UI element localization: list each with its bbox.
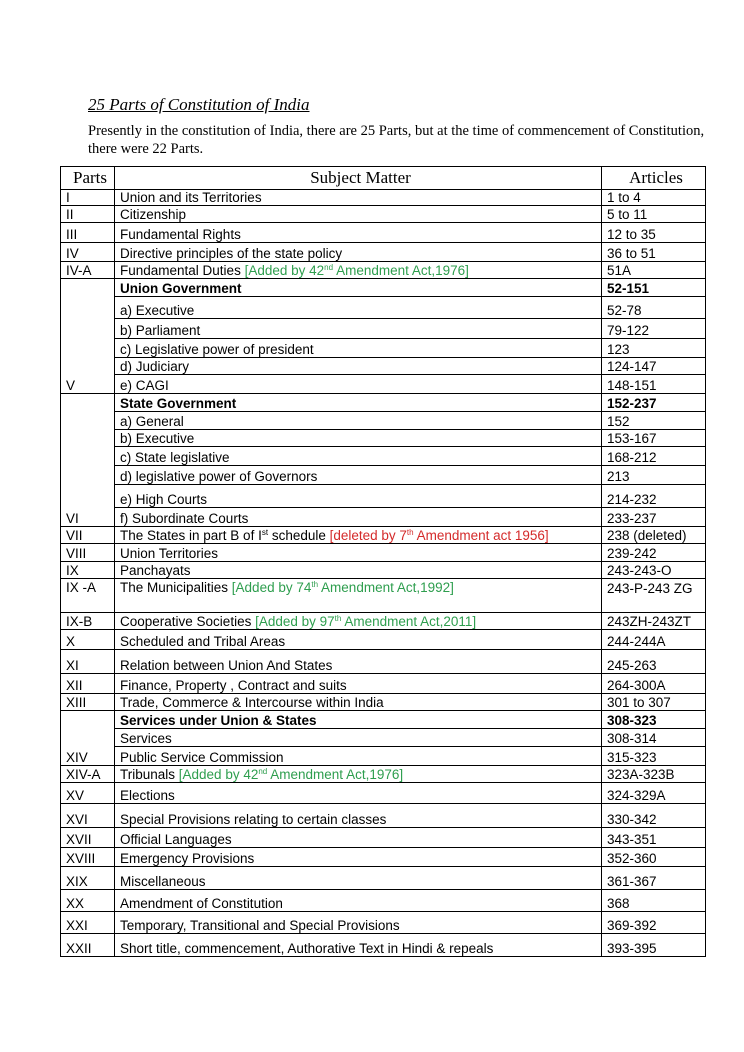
subject-cell: Short title, commencement, Authorative Text in Hindi & repeals bbox=[115, 934, 602, 957]
subject-cell: Special Provisions relating to certain classes bbox=[115, 804, 602, 828]
subject-cell: Panchayats bbox=[115, 562, 602, 579]
part-cell: IX -A bbox=[61, 579, 115, 613]
page-title: 25 Parts of Constitution of India bbox=[88, 95, 310, 114]
subject-cell: Miscellaneous bbox=[115, 867, 602, 890]
articles-cell: 238 (deleted) bbox=[602, 527, 706, 544]
table-row bbox=[61, 867, 706, 890]
table-row bbox=[61, 190, 706, 206]
subject-cell: a) Executive bbox=[115, 297, 602, 319]
articles-cell: 5 to 11 bbox=[602, 206, 706, 223]
articles-cell: 51A bbox=[602, 262, 706, 279]
subject-cell: b) Parliament bbox=[115, 319, 602, 339]
intro-paragraph: Presently in the constitution of India, there are 25 Parts, but at the time of commencement of Constitution, there were 22 Parts. bbox=[88, 123, 705, 157]
subject-text: The Municipalities bbox=[120, 580, 232, 595]
part-cell: XX bbox=[61, 890, 115, 912]
part-cell: XXI bbox=[61, 912, 115, 934]
table-row bbox=[61, 783, 706, 804]
part-cell: XIX bbox=[61, 867, 115, 890]
table-header-row bbox=[61, 167, 706, 190]
table-row bbox=[61, 694, 706, 711]
table-row bbox=[61, 934, 706, 957]
articles-cell: 124-147 bbox=[602, 358, 706, 375]
note-text: [Added by 42 bbox=[178, 767, 259, 782]
amendment-note bbox=[255, 614, 476, 629]
articles-cell: 123 bbox=[602, 339, 706, 358]
articles-cell: 152-237 bbox=[602, 394, 706, 412]
subject-cell: c) State legislative bbox=[115, 447, 602, 466]
note-superscript: th bbox=[406, 528, 414, 537]
section-heading-cell: Union Government bbox=[115, 279, 602, 297]
table-row bbox=[61, 508, 706, 527]
subject-cell: e) CAGI bbox=[115, 375, 602, 394]
note-text: [Added by 97 bbox=[255, 614, 335, 629]
section-heading-cell: Services under Union & States bbox=[115, 711, 602, 729]
subject-cell: d) legislative power of Governors bbox=[115, 466, 602, 485]
articles-cell: 153-167 bbox=[602, 430, 706, 447]
subject-text: schedule bbox=[268, 528, 330, 543]
header-articles: Articles bbox=[602, 167, 706, 190]
subject-cell: b) Executive bbox=[115, 430, 602, 447]
subject-cell bbox=[115, 613, 602, 630]
part-cell: XI bbox=[61, 650, 115, 674]
amendment-note bbox=[232, 580, 454, 595]
subject-cell: d) Judiciary bbox=[115, 358, 602, 375]
subject-text: The States in part B of I bbox=[120, 528, 262, 543]
note-text: [Added by 74 bbox=[231, 580, 312, 595]
subject-cell: Amendment of Constitution bbox=[115, 890, 602, 912]
table-row bbox=[61, 579, 706, 613]
table-row bbox=[61, 562, 706, 579]
subject-cell: a) General bbox=[115, 412, 602, 430]
note-text: [Added by 42 bbox=[244, 263, 325, 278]
part-cell: IX-B bbox=[61, 613, 115, 630]
articles-cell: 343-351 bbox=[602, 828, 706, 848]
part-cell: III bbox=[61, 223, 115, 243]
part-cell: XXII bbox=[61, 934, 115, 957]
part-cell: XVII bbox=[61, 828, 115, 848]
subject-text: Fundamental Duties bbox=[120, 263, 245, 278]
note-text: [deleted by 7 bbox=[329, 528, 407, 543]
table-row bbox=[61, 412, 706, 430]
subject-cell: f) Subordinate Courts bbox=[115, 508, 602, 527]
part-cell: XIV-A bbox=[61, 766, 115, 783]
table-row bbox=[61, 650, 706, 674]
subject-cell bbox=[115, 527, 602, 544]
table-row bbox=[61, 394, 706, 412]
table-row bbox=[61, 206, 706, 223]
articles-cell: 213 bbox=[602, 466, 706, 485]
subject-cell: Directive principles of the state policy bbox=[115, 243, 602, 262]
subject-cell bbox=[115, 766, 602, 783]
table-row bbox=[61, 890, 706, 912]
part-cell: XIV bbox=[61, 711, 115, 766]
subject-cell: Union Territories bbox=[115, 544, 602, 562]
subject-cell: Fundamental Rights bbox=[115, 223, 602, 243]
part-cell: XVIII bbox=[61, 848, 115, 867]
table-row bbox=[61, 747, 706, 766]
part-cell: II bbox=[61, 206, 115, 223]
table-row bbox=[61, 262, 706, 279]
articles-cell: 152 bbox=[602, 412, 706, 430]
subject-cell: Public Service Commission bbox=[115, 747, 602, 766]
table-row bbox=[61, 243, 706, 262]
table-row bbox=[61, 674, 706, 694]
part-cell: VIII bbox=[61, 544, 115, 562]
articles-cell: 245-263 bbox=[602, 650, 706, 674]
articles-cell: 330-342 bbox=[602, 804, 706, 828]
table-row bbox=[61, 544, 706, 562]
subject-superscript: st bbox=[261, 528, 269, 537]
articles-cell: 369-392 bbox=[602, 912, 706, 934]
subject-text: Cooperative Societies bbox=[120, 614, 256, 629]
articles-cell: 1 to 4 bbox=[602, 190, 706, 206]
part-cell: VI bbox=[61, 394, 115, 527]
part-cell: IV bbox=[61, 243, 115, 262]
subject-cell: Official Languages bbox=[115, 828, 602, 848]
articles-cell: 264-300A bbox=[602, 674, 706, 694]
articles-cell: 361-367 bbox=[602, 867, 706, 890]
table-row bbox=[61, 828, 706, 848]
subject-cell bbox=[115, 579, 602, 613]
note-text: Amendment Act,1976] bbox=[333, 263, 469, 278]
table-row bbox=[61, 527, 706, 544]
part-cell: IX bbox=[61, 562, 115, 579]
table-row bbox=[61, 804, 706, 828]
amendment-note bbox=[245, 263, 469, 278]
part-cell: V bbox=[61, 279, 115, 394]
table-row bbox=[61, 223, 706, 243]
subject-cell: Services bbox=[115, 729, 602, 747]
subject-cell: e) High Courts bbox=[115, 485, 602, 508]
table-row bbox=[61, 912, 706, 934]
part-cell: XII bbox=[61, 674, 115, 694]
part-cell: XIII bbox=[61, 694, 115, 711]
articles-cell: 243ZH-243ZT bbox=[602, 613, 706, 630]
table-row bbox=[61, 630, 706, 650]
note-superscript: th bbox=[334, 614, 342, 623]
articles-cell: 308-314 bbox=[602, 729, 706, 747]
note-text: Amendment Act,1976] bbox=[267, 767, 404, 782]
table-row bbox=[61, 485, 706, 508]
table-row bbox=[61, 766, 706, 783]
table-row bbox=[61, 711, 706, 729]
amendment-note bbox=[179, 767, 403, 782]
articles-cell: 36 to 51 bbox=[602, 243, 706, 262]
articles-cell: 308-323 bbox=[602, 711, 706, 729]
subject-text: Tribunals bbox=[120, 767, 179, 782]
table-row bbox=[61, 729, 706, 747]
articles-cell: 323A-323B bbox=[602, 766, 706, 783]
subject-cell: Citizenship bbox=[115, 206, 602, 223]
articles-cell: 214-232 bbox=[602, 485, 706, 508]
note-text: Amendment Act,1992] bbox=[318, 580, 454, 595]
header-subject: Subject Matter bbox=[115, 167, 602, 190]
part-cell: XVI bbox=[61, 804, 115, 828]
part-cell: I bbox=[61, 190, 115, 206]
articles-cell: 243-243-O bbox=[602, 562, 706, 579]
part-cell: VII bbox=[61, 527, 115, 544]
subject-cell: Elections bbox=[115, 783, 602, 804]
note-text: Amendment act 1956] bbox=[413, 528, 549, 543]
section-heading-cell: State Government bbox=[115, 394, 602, 412]
note-superscript: nd bbox=[324, 263, 334, 272]
table-row bbox=[61, 279, 706, 297]
table-row bbox=[61, 466, 706, 485]
articles-cell: 244-244A bbox=[602, 630, 706, 650]
articles-cell: 239-242 bbox=[602, 544, 706, 562]
part-cell: XV bbox=[61, 783, 115, 804]
subject-cell: Scheduled and Tribal Areas bbox=[115, 630, 602, 650]
subject-cell: Temporary, Transitional and Special Provisions bbox=[115, 912, 602, 934]
articles-cell: 148-151 bbox=[602, 375, 706, 394]
table-row bbox=[61, 297, 706, 319]
articles-cell: 393-395 bbox=[602, 934, 706, 957]
table-row bbox=[61, 613, 706, 630]
table-row bbox=[61, 339, 706, 358]
subject-cell: c) Legislative power of president bbox=[115, 339, 602, 358]
articles-cell: 233-237 bbox=[602, 508, 706, 527]
part-cell: IV-A bbox=[61, 262, 115, 279]
articles-cell: 243-P-243 ZG bbox=[602, 579, 706, 613]
table-row bbox=[61, 430, 706, 447]
subject-cell: Trade, Commerce & Intercourse within India bbox=[115, 694, 602, 711]
subject-cell: Emergency Provisions bbox=[115, 848, 602, 867]
note-text: Amendment Act,2011] bbox=[341, 614, 477, 629]
parts-table bbox=[60, 166, 706, 957]
articles-cell: 52-151 bbox=[602, 279, 706, 297]
articles-cell: 12 to 35 bbox=[602, 223, 706, 243]
articles-cell: 315-323 bbox=[602, 747, 706, 766]
articles-cell: 324-329A bbox=[602, 783, 706, 804]
note-superscript: th bbox=[311, 580, 319, 589]
subject-cell: Union and its Territories bbox=[115, 190, 602, 206]
articles-cell: 52-78 bbox=[602, 297, 706, 319]
table-row bbox=[61, 447, 706, 466]
articles-cell: 368 bbox=[602, 890, 706, 912]
note-superscript: nd bbox=[258, 767, 268, 776]
articles-cell: 301 to 307 bbox=[602, 694, 706, 711]
articles-cell: 168-212 bbox=[602, 447, 706, 466]
subject-cell: Finance, Property , Contract and suits bbox=[115, 674, 602, 694]
part-cell: X bbox=[61, 630, 115, 650]
subject-cell: Relation between Union And States bbox=[115, 650, 602, 674]
articles-cell: 352-360 bbox=[602, 848, 706, 867]
table-row bbox=[61, 848, 706, 867]
table-row bbox=[61, 319, 706, 339]
header-parts: Parts bbox=[61, 167, 115, 190]
subject-cell bbox=[115, 262, 602, 279]
table-row bbox=[61, 375, 706, 394]
table-row bbox=[61, 358, 706, 375]
deletion-note bbox=[330, 528, 549, 543]
articles-cell: 79-122 bbox=[602, 319, 706, 339]
